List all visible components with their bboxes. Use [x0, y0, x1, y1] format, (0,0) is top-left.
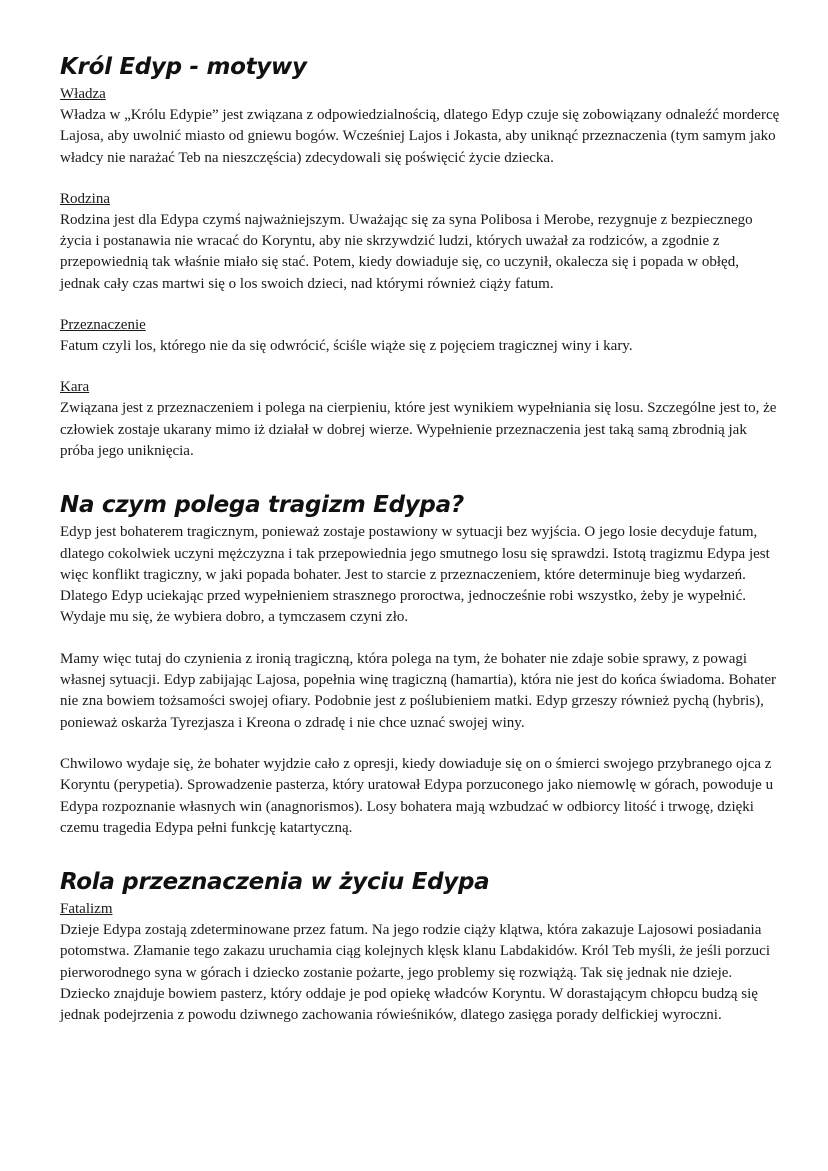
section-motives [60, 50, 782, 462]
subsection-text: Władza w „Królu Edypie” jest związana z odpowiedzialnością, dlatego Edyp czuje się zobowiązany odnaleźć mordercę Lajosa, aby uwolnić miasto od gniewu bogów. Wcześniej Lajos i Jokasta, aby uniknąć przeznaczenia (tym samym jako władcy nie narażać Teb na nieszczęścia) zdecydowali się poświęcić życie dziecka. [60, 107, 780, 166]
section-tragedy [60, 488, 782, 839]
document-page [60, 50, 782, 1027]
subsection-text: Dzieje Edypa zostają zdeterminowane przez fatum. Na jego rodzie ciąży klątwa, która zakazuje Lajosowi posiadania potomstwa. Złamanie tego zakazu uruchamia ciąg kolejnych klęsk klanu Labdakidów. Król Teb myśli, że jeśli porzuci pierworodnego syna w górach i dziecko zostanie pożarte, jego problemy się rozwiążą. Tak się jednak nie dzieje. Dziecko znajduje bowiem pasterz, który oddaje je pod opiekę władców Koryntu. W dorastającym chłopcu budzą się jednak podejrzenia z powodu dziwnego zachowania rówieśników, dlatego zasięga porady delfickiej wyroczni. [60, 922, 770, 1024]
subsection-fatalism [60, 899, 782, 1026]
paragraph: Mamy więc tutaj do czynienia z ironią tragiczną, która polega na tym, że bohater nie zdaje sobie sprawy, z powagi własnej sytuacji. Edyp zabijając Lajosa, popełnia winę tragiczną (hamartia), która nie jest do końca świadoma. Bohater nie zna bowiem tożsamości swojej ofiary. Podobnie jest z poślubieniem matki. Edyp grzeszy również pychą (hybris), ponieważ oskarża Tyrezjasza i Kreona o zdradę i nie chce uznać swojej winy. [60, 650, 776, 731]
subsection-punishment [60, 377, 782, 462]
subsection-title: Władza [60, 86, 106, 102]
section-heading: Król Edyp - motywy [60, 54, 307, 80]
section-fate-role [60, 865, 782, 1026]
paragraph: Chwilowo wydaje się, że bohater wyjdzie cało z opresji, kiedy dowiaduje się on o śmierci swojego przybranego ojca z Koryntu (perypetia). Sprowadzenie pasterza, który uratował Edypa porzuconego jako niemowlę w górach, powoduje u Edypa rozpoznanie własnych win (anagnorismos). Losy bohatera mają wzbudzać w odbiorcy litość i trwogę, dzięki czemu tragedia Edypa pełni funkcję katartyczną. [60, 755, 774, 836]
subsection-destiny [60, 315, 782, 357]
subsection-title: Przeznaczenie [60, 317, 146, 334]
subsection-text: Fatum czyli los, którego nie da się odwrócić, ściśle wiąże się z pojęciem tragicznej winy i kary. [60, 338, 633, 355]
subsection-power [60, 84, 782, 169]
subsection-family [60, 189, 782, 295]
subsection-title: Fatalizm [60, 901, 113, 918]
paragraph: Edyp jest bohaterem tragicznym, ponieważ zostaje postawiony w sytuacji bez wyjścia. O jego losie decyduje fatum, dlatego cokolwiek uczyni mężczyzna i tak przepowiednia jego smutnego losu się sprawdzi. Istotą tragizmu Edypa jest więc konflikt tragiczny, w jaki popada bohater. Jest to starcie z przeznaczeniem, które determinuje bieg wydarzeń. Dlatego Edyp uciekając przed wypełnieniem strasznego proroctwa, jednocześnie robi wszystko, żeby je wypełnić. Wydaje mu się, że wybiera dobro, a tymczasem czyni zło. [60, 524, 770, 626]
subsection-title: Kara [60, 379, 90, 396]
section-heading: Rola przeznaczenia w życiu Edypa [60, 869, 490, 896]
subsection-text: Rodzina jest dla Edypa czymś najważniejszym. Uważając się za syna Polibosa i Merobe, rezygnuje z bezpiecznego życia i postanawia nie wracać do Koryntu, aby nie skrzywdzić ludzi, których uważał za rodziców, a zgodnie z przepowiednią tak właśnie miało się stać. Potem, kiedy dowiaduje się, co uczynił, okalecza się i popada w obłęd, jednak cały czas martwi się o los swoich dzieci, nad którymi również ciąży fatum. [60, 211, 753, 292]
section-heading: Na czym polega tragizm Edypa? [60, 492, 464, 519]
subsection-text: Związana jest z przeznaczeniem i polega na cierpieniu, które jest wynikiem wypełniania się losu. Szczególne jest to, że człowiek zostaje ukarany mimo iż działał w dobrej wierze. Wypełnienie przeznaczenia jest taką samą zbrodnią jak próba jego uniknięcia. [60, 400, 777, 459]
subsection-title: Rodzina [60, 190, 110, 207]
